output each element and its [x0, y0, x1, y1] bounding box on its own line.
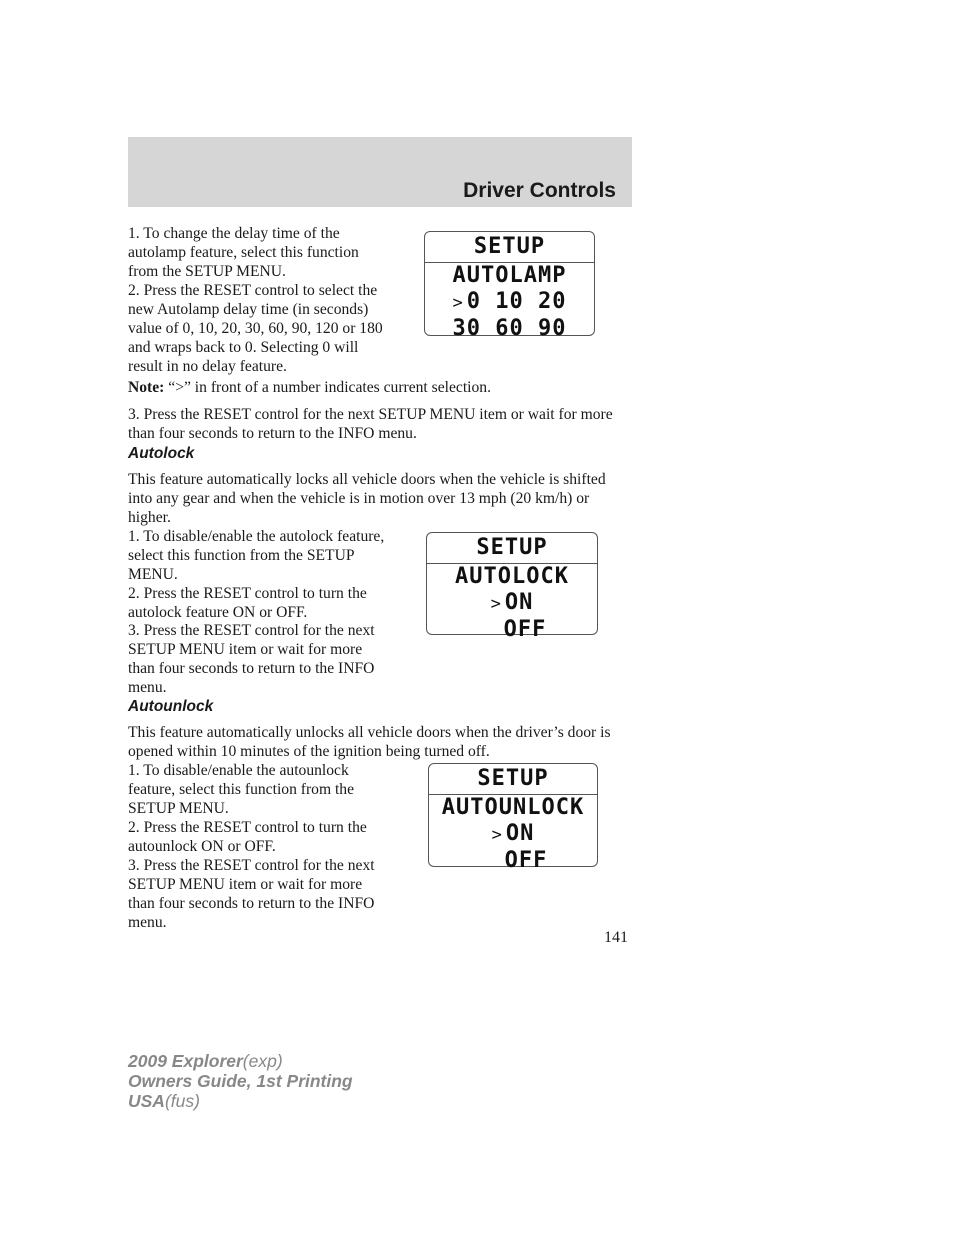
delay-values-row-1: 0 10 20	[466, 289, 567, 314]
footer-guide: Owners Guide, 1st Printing	[128, 1071, 353, 1091]
note-label: Note:	[128, 379, 165, 396]
selection-cursor: >	[490, 594, 502, 614]
autolock-step-2: 2. Press the RESET control to turn the autolock feature ON or OFF.	[128, 585, 367, 621]
footer-model: 2009 Explorer	[128, 1051, 243, 1071]
display-line-1: AUTOUNLOCK	[441, 795, 585, 820]
autolock-heading: Autolock	[128, 445, 195, 462]
footer-region: USA	[128, 1091, 165, 1111]
display-line-2	[429, 821, 597, 848]
autounlock-display	[428, 763, 598, 873]
autolock-display	[426, 532, 598, 642]
display-line-2	[425, 289, 594, 316]
print-footer	[128, 1051, 353, 1111]
display-line-3: 30 60 90	[452, 316, 567, 341]
note-text: “>” in front of a number indicates current selection.	[164, 379, 491, 396]
option-off: OFF	[504, 848, 548, 873]
display-title: SETUP	[427, 533, 597, 564]
autolamp-note	[128, 378, 632, 397]
autounlock-intro: This feature automatically unlocks all vehicle doors when the driver’s door is opened within 10 minutes of the ignition being turned off.	[128, 724, 611, 760]
header-band	[128, 137, 632, 207]
footer-region-code: (fus)	[164, 1091, 200, 1111]
autounlock-step-2: 2. Press the RESET control to turn the autounlock ON or OFF.	[128, 819, 367, 855]
autounlock-step-3: 3. Press the RESET control for the next SETUP MENU item or wait for more than four seconds to return to the INFO menu.	[128, 857, 375, 931]
display-line-1: AUTOLOCK	[455, 564, 569, 589]
section-title: Driver Controls	[463, 179, 616, 202]
autounlock-heading: Autounlock	[128, 698, 214, 715]
autolamp-display	[424, 231, 595, 341]
option-on: ON	[504, 590, 534, 615]
display-line-1: AUTOLAMP	[452, 263, 567, 288]
autolock-step-3: 3. Press the RESET control for the next SETUP MENU item or wait for more than four seconds to return to the INFO menu.	[128, 622, 375, 696]
option-on: ON	[505, 821, 535, 846]
autolamp-step-1: 1. To change the delay time of the autolamp feature, select this function from the SETUP MENU.	[128, 225, 359, 280]
footer-model-code: (exp)	[242, 1051, 283, 1071]
display-line-2	[427, 590, 597, 617]
display-title: SETUP	[429, 764, 597, 795]
page-number: 141	[604, 929, 628, 946]
autolock-step-1: 1. To disable/enable the autolock feature, select this function from the SETUP MENU.	[128, 528, 385, 583]
autounlock-step-1: 1. To disable/enable the autounlock feature, select this function from the SETUP MENU.	[128, 762, 355, 817]
footer-line-region	[128, 1091, 353, 1111]
option-off: OFF	[503, 617, 547, 642]
selection-cursor: >	[452, 293, 464, 313]
selection-cursor: >	[491, 825, 503, 845]
autolock-intro: This feature automatically locks all vehicle doors when the vehicle is shifted into any gear and when the vehicle is in motion over 13 mph (20 km/h) or higher.	[128, 471, 606, 526]
footer-line-model	[128, 1051, 353, 1071]
display-title: SETUP	[425, 232, 594, 263]
autolamp-step-2: 2. Press the RESET control to select the new Autolamp delay time (in seconds) value of 0, 10, 20, 30, 60, 90, 120 or 180 and wraps back to 0. Selecting 0 will result in no delay feature.	[128, 282, 383, 375]
autolamp-step-3: 3. Press the RESET control for the next SETUP MENU item or wait for more than four seconds to return to the INFO menu.	[128, 406, 613, 442]
